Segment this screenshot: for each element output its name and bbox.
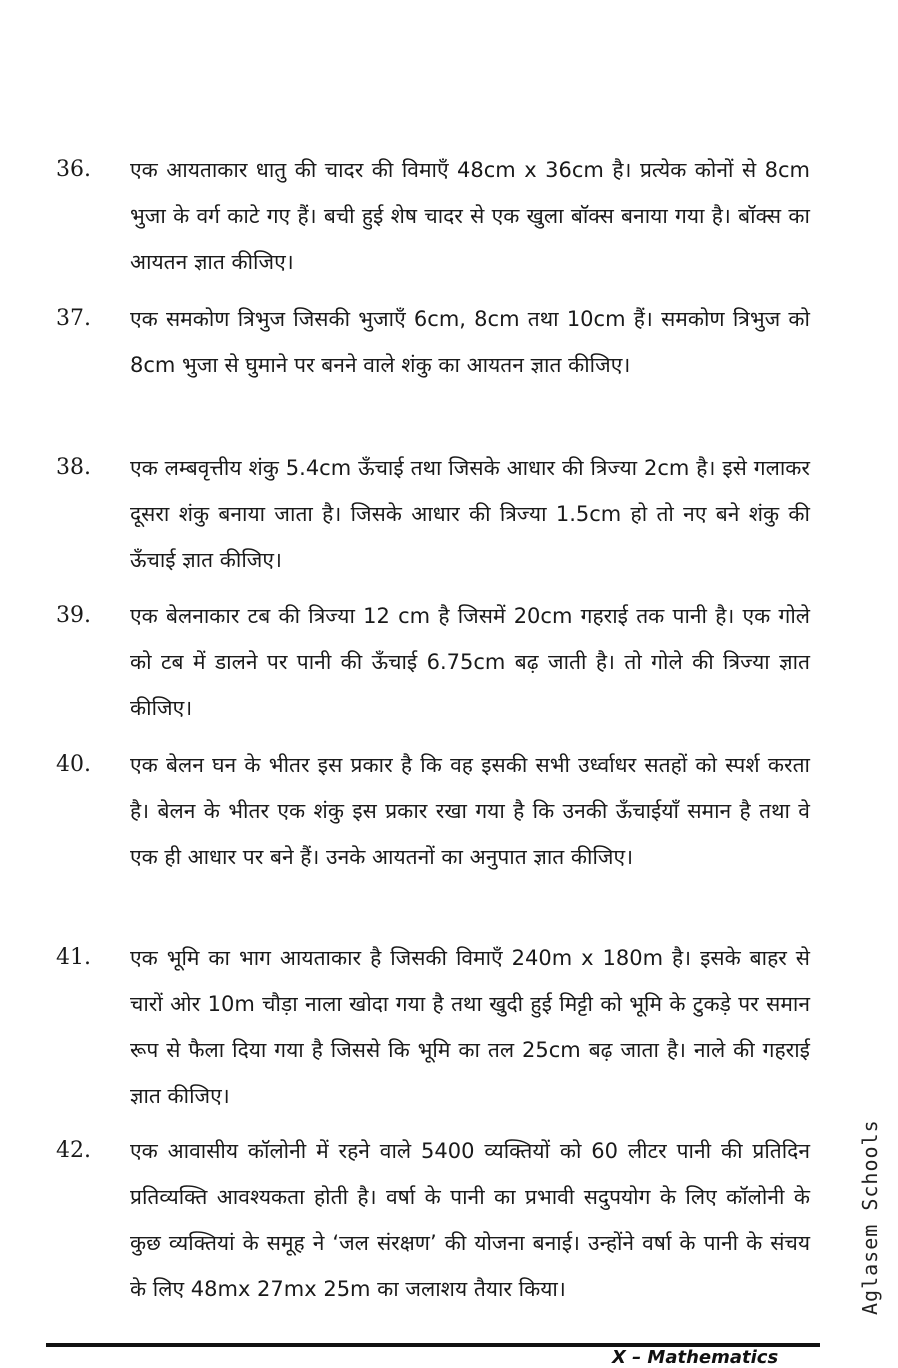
question-number: 41. [56, 945, 91, 970]
question-text: एक लम्बवृत्तीय शंकु 5.4cm ऊँचाई तथा जिसके आधार की त्रिज्या 2cm है। इसे गलाकर दूसरा शंकु बनाया जाता है। जिसके आधार की त्रिज्या 1.5cm हो तो नए बने शंकु की ऊँचाई ज्ञात कीजिए। [130, 456, 810, 572]
question-number: 37. [56, 306, 91, 331]
question-text: एक आवासीय कॉलोनी में रहने वाले 5400 व्यक्तियों को 60 लीटर पानी की प्रतिदिन प्रतिव्यक्ति आवश्यकता होती है। वर्षा के पानी का प्रभावी सदुपयोग के लिए कॉलोनी के कुछ व्यक्तियां के समूह ने ‘जल संरक्षण’ की योजना बनाई। उन्होंने वर्षा के पानी के संचय के लिए 48mx 27mx 25m का जलाशय तैयार किया। [130, 1139, 810, 1301]
question-text: एक बेलन घन के भीतर इस प्रकार है कि वह इसकी सभी उर्ध्वाधर सतहों को स्पर्श करता है। बेलन के भीतर एक शंकु इस प्रकार रखा गया है कि उनकी ऊँचाईयाँ समान है तथा वे एक ही आधार पर बने हैं। उनके आयतनों का अनुपात ज्ञात कीजिए। [130, 753, 810, 869]
question-number: 36. [56, 157, 91, 182]
question-text: एक बेलनाकार टब की त्रिज्या 12 cm है जिसमें 20cm गहराई तक पानी है। एक गोले को टब में डालने पर पानी की ऊँचाई 6.75cm बढ़ जाती है। तो गोले की त्रिज्या ज्ञात कीजिए। [130, 604, 810, 720]
question-text: एक आयताकार धातु की चादर की विमाएँ 48cm x 36cm है। प्रत्येक कोनों से 8cm भुजा के वर्ग काटे गए हैं। बची हुई शेष चादर से एक खुला बॉक्स बनाया गया है। बॉक्स का आयतन ज्ञात कीजिए। [130, 158, 810, 274]
footer [612, 1347, 822, 1368]
question-number: 39. [56, 603, 91, 628]
footer-text: X – Mathematics [612, 1347, 779, 1368]
question-text: एक समकोण त्रिभुज जिसकी भुजाएँ 6cm, 8cm तथा 10cm हैं। समकोण त्रिभुज को 8cm भुजा से घुमाने पर बनने वाले शंकु का आयतन ज्ञात कीजिए। [130, 307, 810, 377]
question-number: 38. [56, 455, 91, 480]
question-number: 42. [56, 1138, 91, 1163]
watermark: Aglasem Schools [858, 1119, 882, 1315]
question-number: 40. [56, 752, 91, 777]
question-text: एक भूमि का भाग आयताकार है जिसकी विमाएँ 240m x 180m है। इसके बाहर से चारों ओर 10m चौड़ा नाला खोदा गया है तथा खुदी हुई मिट्टी को भूमि के टुकड़े पर समान रूप से फैला दिया गया है जिससे कि भूमि का तल 25cm बढ़ जाता है। नाले की गहराई ज्ञात कीजिए। [130, 946, 810, 1108]
